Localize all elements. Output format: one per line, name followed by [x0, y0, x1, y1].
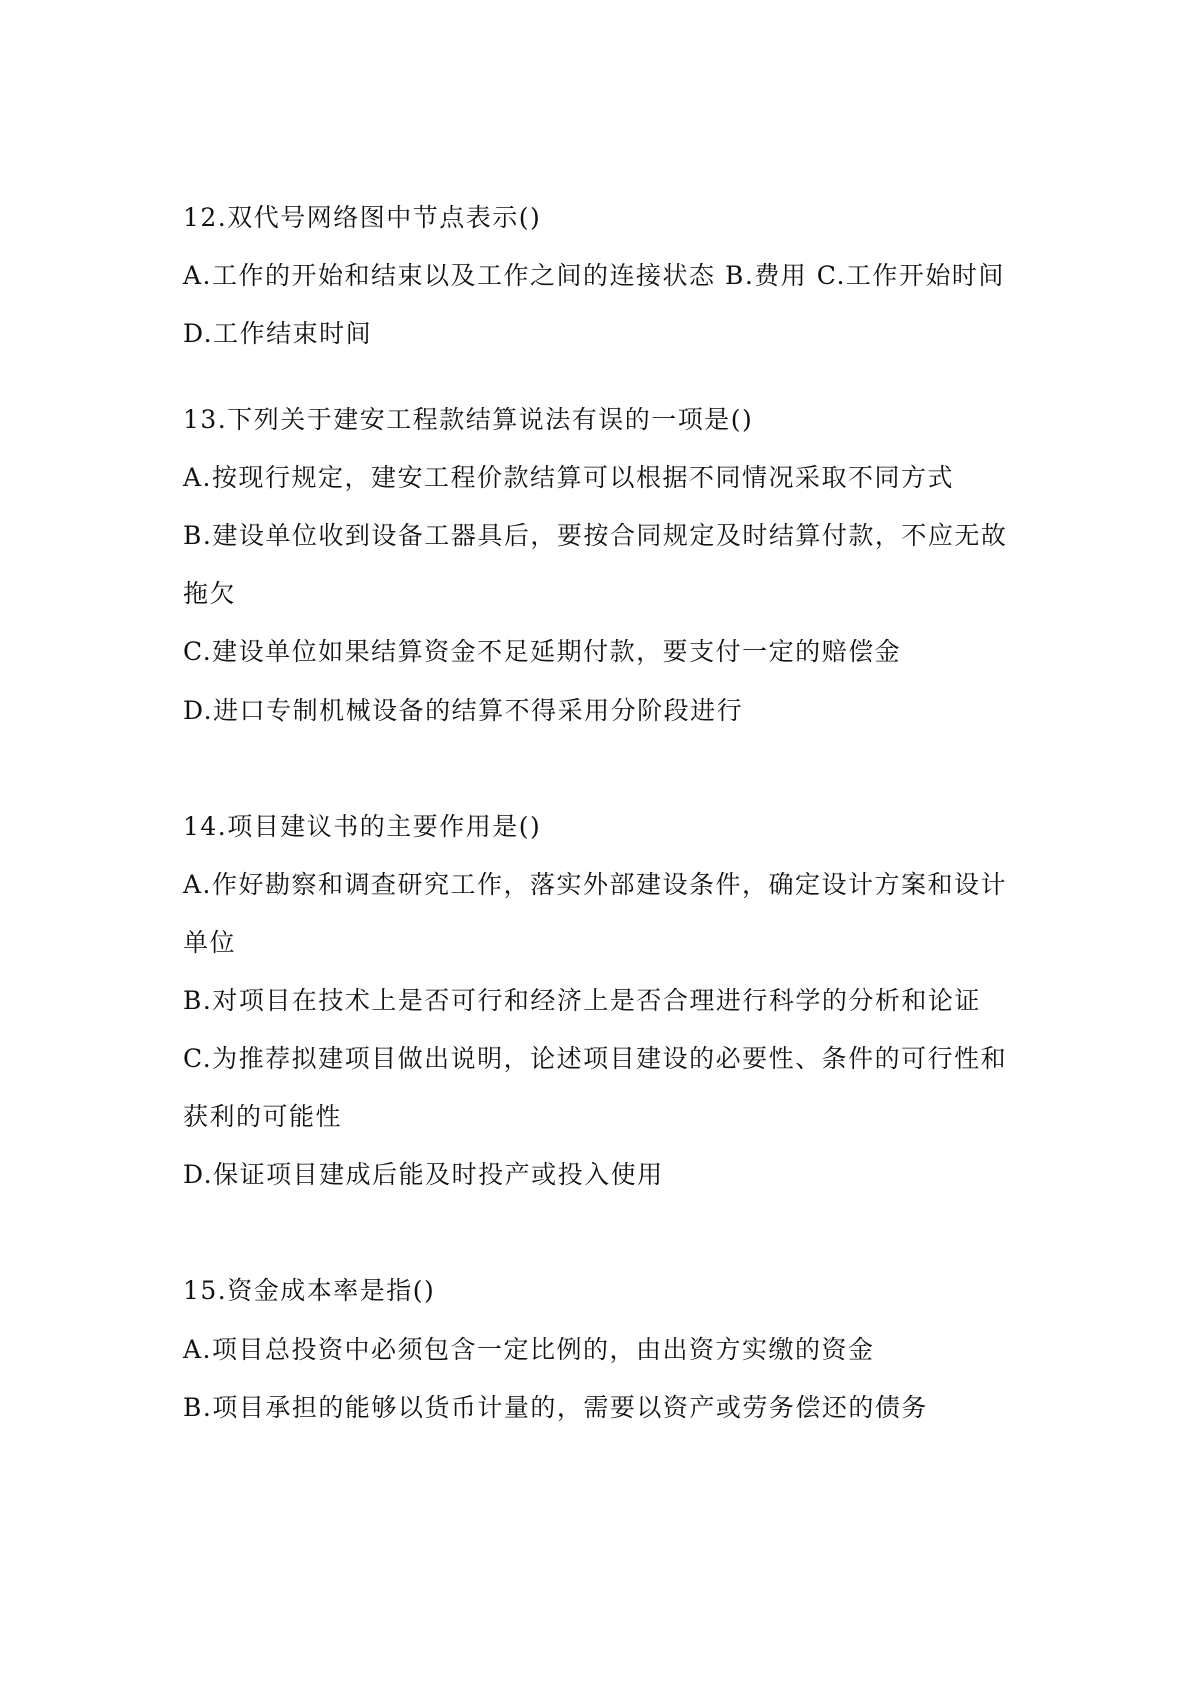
- question-13-stem: 13.下列关于建安工程款结算说法有误的一项是(): [183, 405, 754, 434]
- question-13-option-line: D.进口专制机械设备的结算不得采用分阶段进行: [183, 696, 744, 725]
- question-14-stem: 14.项目建议书的主要作用是(): [183, 812, 542, 841]
- question-14-option-line: B.对项目在技术上是否可行和经济上是否合理进行科学的分析和论证: [183, 986, 981, 1015]
- question-14-option-line: C.为推荐拟建项目做出说明，论述项目建设的必要性、条件的可行性和: [183, 1044, 1008, 1073]
- question-13-option-line: 拖欠: [183, 579, 237, 608]
- question-12-option-line: A.工作的开始和结束以及工作之间的连接状态 B.费用 C.工作开始时间: [183, 261, 1005, 290]
- question-15-option-line: A.项目总投资中必须包含一定比例的，由出资方实缴的资金: [183, 1335, 875, 1364]
- question-12-option-line: D.工作结束时间: [183, 319, 373, 348]
- question-12-stem: 12.双代号网络图中节点表示(): [183, 203, 542, 232]
- question-15-stem: 15.资金成本率是指(): [183, 1276, 436, 1305]
- question-14-option-line: A.作好勘察和调查研究工作，落实外部建设条件，确定设计方案和设计: [183, 870, 1008, 899]
- question-14-option-line: 单位: [183, 928, 237, 957]
- question-13-option-line: C.建设单位如果结算资金不足延期付款，要支付一定的赔偿金: [183, 637, 902, 666]
- question-13-option-line: B.建设单位收到设备工器具后，要按合同规定及时结算付款，不应无故: [183, 521, 1008, 550]
- question-15-option-line: B.项目承担的能够以货币计量的，需要以资产或劳务偿还的债务: [183, 1393, 928, 1422]
- question-14-option-line: D.保证项目建成后能及时投产或投入使用: [183, 1160, 664, 1189]
- question-13-option-line: A.按现行规定，建安工程价款结算可以根据不同情况采取不同方式: [183, 463, 955, 492]
- question-14-option-line: 获利的可能性: [183, 1102, 343, 1131]
